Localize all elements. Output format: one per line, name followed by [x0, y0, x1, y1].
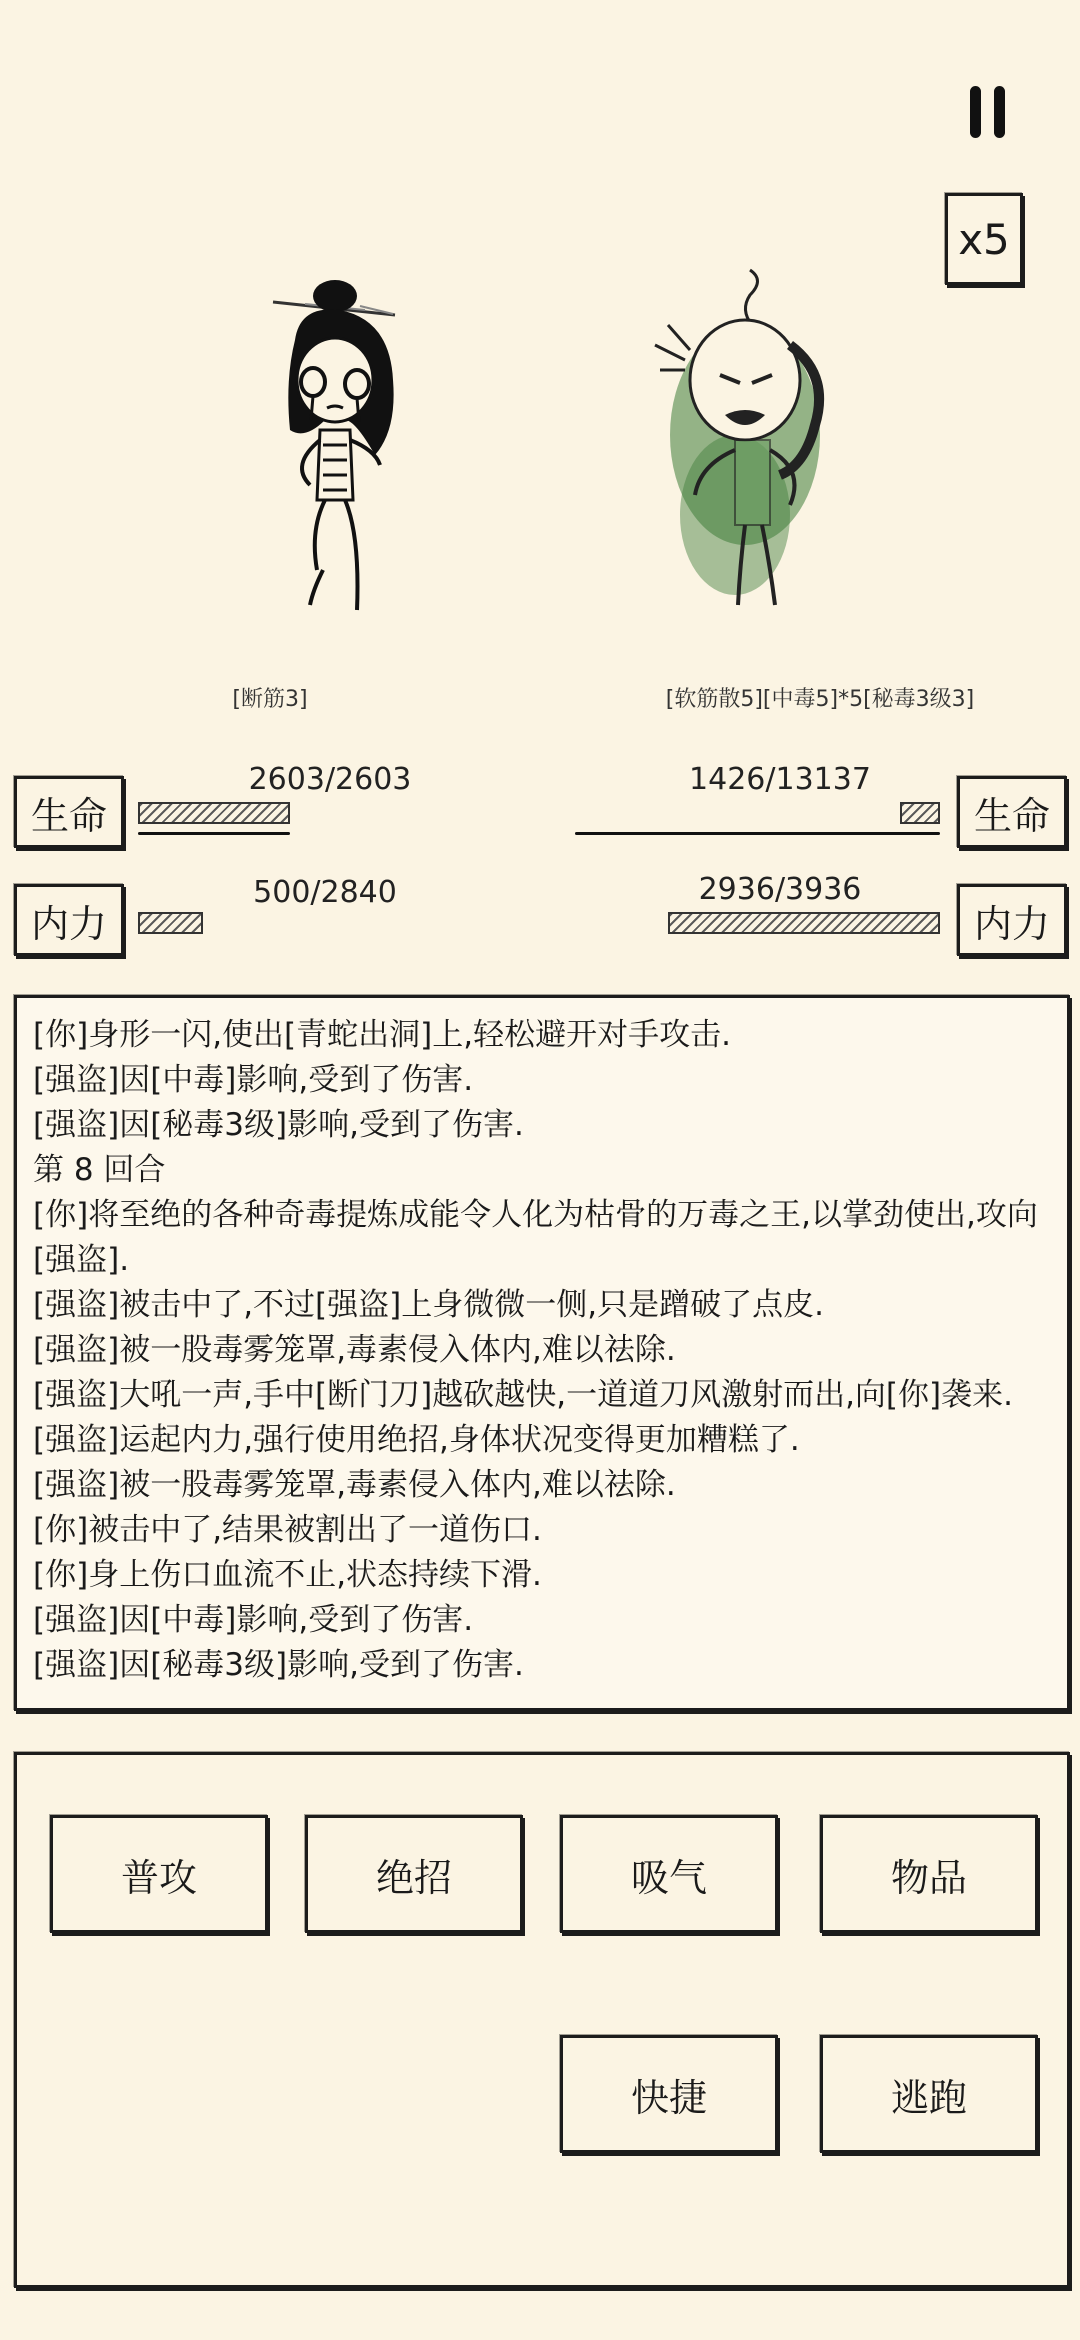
- pause-icon-bar: [994, 86, 1005, 138]
- player-mp-bar-fill: [138, 912, 203, 934]
- log-line: [强盗]因[中毒]影响,受到了伤害.: [33, 1062, 474, 1098]
- enemy-status-effects: [软筋散5][中毒5]*5[秘毒3级3]: [665, 687, 975, 712]
- enemy-character-portrait: [640, 265, 850, 625]
- log-line: [强盗]运起内力,强行使用绝招,身体状况变得更加糟糕了.: [33, 1422, 800, 1458]
- pause-icon: [970, 86, 981, 138]
- speed-toggle-button[interactable]: x5: [945, 193, 1023, 285]
- player-hp-bar-underline: [138, 832, 290, 835]
- player-hp-value: 2603/2603: [248, 762, 412, 797]
- flee-button[interactable]: 逃跑: [820, 2035, 1038, 2153]
- log-line: [你]将至绝的各种奇毒提炼成能令人化为枯骨的万毒之王,以掌劲使出,攻向[强盗].: [33, 1197, 1038, 1278]
- player-character-portrait: [265, 270, 425, 620]
- log-line: [强盗]因[秘毒3级]影响,受到了伤害.: [33, 1107, 524, 1143]
- battle-log-lines: [33, 1013, 1049, 1688]
- enemy-mp-value: 2936/3936: [698, 872, 862, 907]
- log-line: [强盗]因[秘毒3级]影响,受到了伤害.: [33, 1647, 524, 1683]
- enemy-hp-bar-fill: [900, 802, 940, 824]
- enemy-hp-value: 1426/13137: [689, 762, 871, 797]
- breathe-button[interactable]: 吸气: [560, 1815, 778, 1933]
- items-button[interactable]: 物品: [820, 1815, 1038, 1933]
- player-status-effects: [断筋3]: [232, 687, 308, 712]
- pause-button[interactable]: [970, 86, 1010, 138]
- shortcut-button[interactable]: 快捷: [560, 2035, 778, 2153]
- attack-button[interactable]: 普攻: [50, 1815, 268, 1933]
- player-hp-bar-fill: [138, 802, 290, 824]
- player-mp-value: 500/2840: [253, 875, 397, 910]
- log-line: [强盗]因[中毒]影响,受到了伤害.: [33, 1602, 474, 1638]
- player-mp-label: 内力: [14, 884, 124, 956]
- enemy-mp-label: 内力: [957, 884, 1067, 956]
- player-mp-bar: [138, 912, 508, 934]
- enemy-mp-bar-fill: [668, 912, 940, 934]
- log-line: [你]身形一闪,使出[青蛇出洞]上,轻松避开对手攻击.: [33, 1017, 731, 1053]
- player-hp-label: 生命: [14, 776, 124, 848]
- enemy-mp-bar: [575, 912, 940, 934]
- log-line: [你]身上伤口血流不止,状态持续下滑.: [33, 1557, 542, 1593]
- enemy-hp-bar-underline: [575, 832, 940, 835]
- log-line: [强盗]被击中了,不过[强盗]上身微微一侧,只是蹭破了点皮.: [33, 1287, 824, 1323]
- log-line: [强盗]被一股毒雾笼罩,毒素侵入体内,难以祛除.: [33, 1467, 676, 1503]
- log-line: [强盗]被一股毒雾笼罩,毒素侵入体内,难以祛除.: [33, 1332, 676, 1368]
- log-line: [你]被击中了,结果被割出了一道伤口.: [33, 1512, 542, 1548]
- enemy-hp-bar: [575, 802, 940, 824]
- log-line: [强盗]大吼一声,手中[断门刀]越砍越快,一道道刀风激射而出,向[你]袭来.: [33, 1377, 1013, 1413]
- player-hp-bar: [138, 802, 290, 824]
- enemy-hp-label: 生命: [957, 776, 1067, 848]
- log-line: 第 8 回合: [33, 1152, 166, 1188]
- battle-log[interactable]: [14, 995, 1070, 1711]
- ultimate-button[interactable]: 绝招: [305, 1815, 523, 1933]
